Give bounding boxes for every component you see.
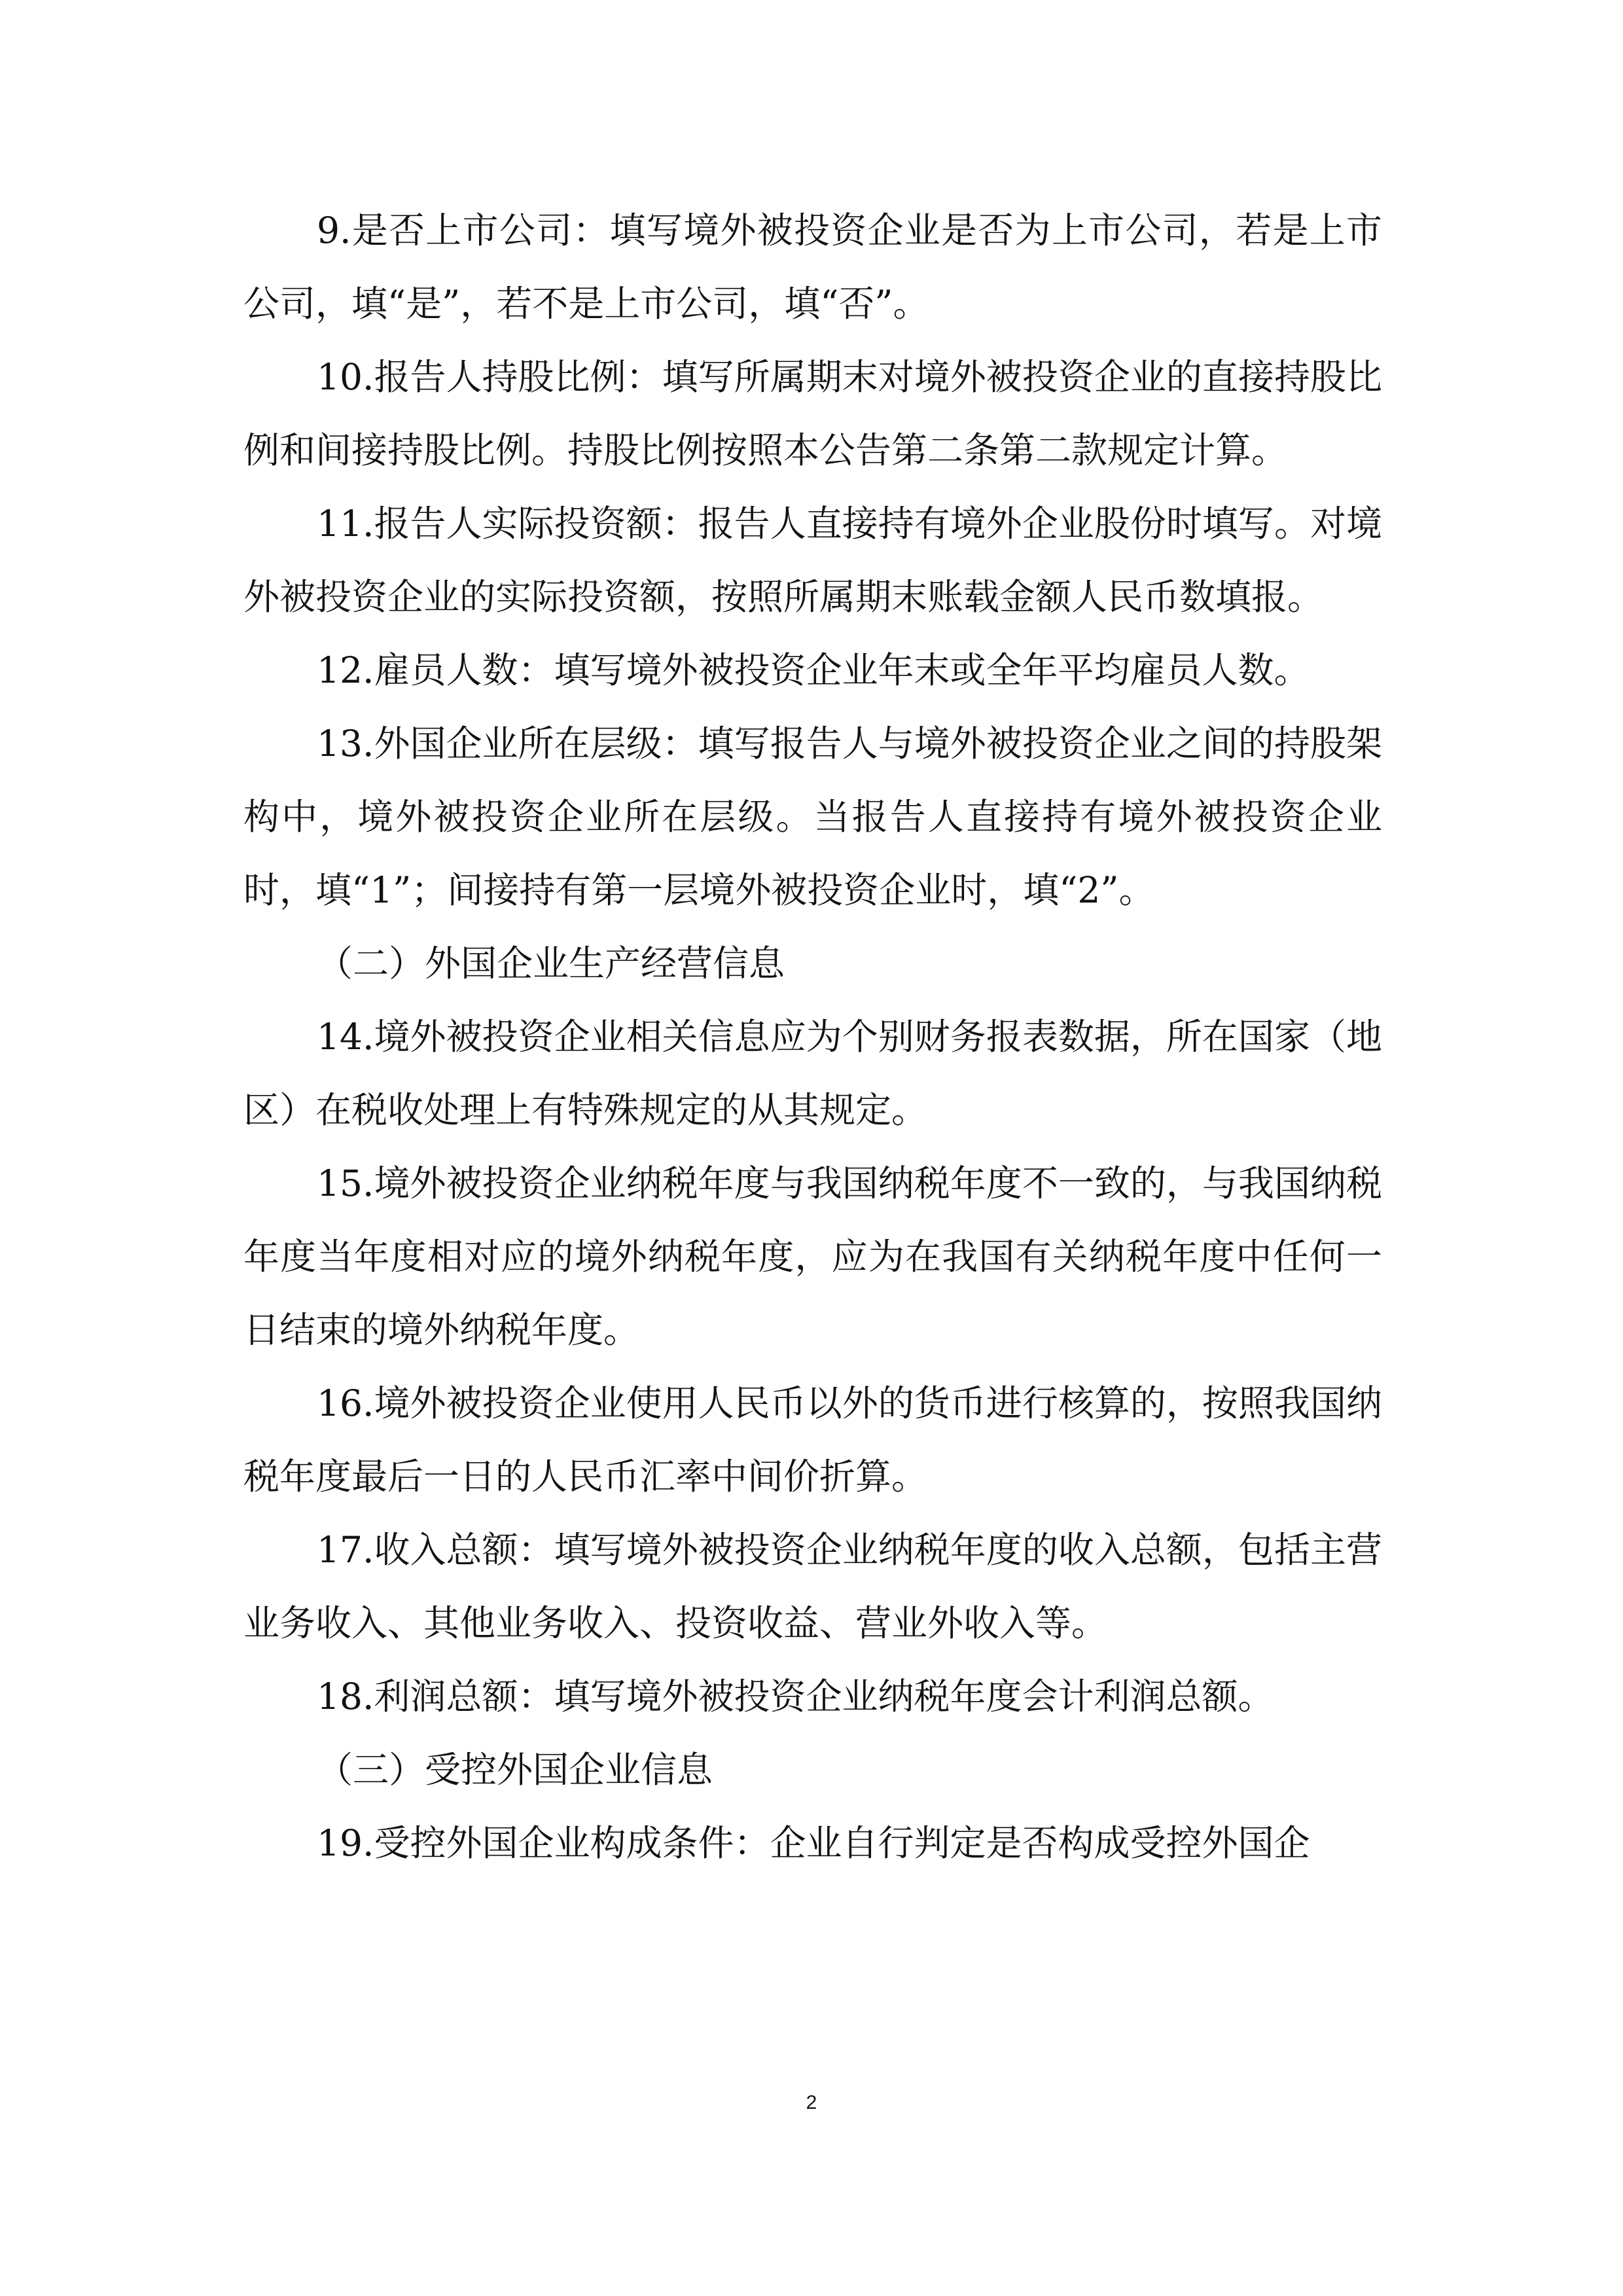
paragraph-item-18: 18.利润总额：填写境外被投资企业纳税年度会计利润总额。 [317, 1676, 1274, 1717]
paragraph-item-10: 10.报告人持股比例：填写所属期末对境外被投资企业的直接持股比例和间接持股比例。持股比例按照本公告第二条第二款规定计算。 [243, 356, 1382, 471]
paragraph-item-17: 17.收入总额：填写境外被投资企业纳税年度的收入总额，包括主营业务收入、其他业务收入、投资收益、营业外收入等。 [243, 1529, 1382, 1644]
paragraph-item-13: 13.外国企业所在层级：填写报告人与境外被投资企业之间的持股架构中，境外被投资企业所在层级。当报告人直接持有境外被投资企业时，填“1”；间接持有第一层境外被投资企业时，填“2”。 [243, 723, 1382, 911]
paragraph-item-15: 15.境外被投资企业纳税年度与我国纳税年度不一致的，与我国纳税年度当年度相对应的境外纳税年度，应为在我国有关纳税年度中任何一日结束的境外纳税年度。 [243, 1162, 1382, 1351]
paragraph-item-16: 16.境外被投资企业使用人民币以外的货币进行核算的，按照我国纳税年度最后一日的人民币汇率中间价折算。 [243, 1382, 1382, 1498]
paragraph-item-11: 11.报告人实际投资额：报告人直接持有境外企业股份时填写。对境外被投资企业的实际投资额，按照所属期末账载金额人民币数填报。 [243, 503, 1382, 618]
paragraph-item-9: 9.是否上市公司：填写境外被投资企业是否为上市公司，若是上市公司，填“是”，若不是上市公司，填“否”。 [243, 209, 1382, 325]
section-heading-2: （二）外国企业生产经营信息 [317, 942, 785, 984]
section-heading-3: （三）受控外国企业信息 [317, 1749, 713, 1791]
paragraph-item-14: 14.境外被投资企业相关信息应为个别财务报表数据，所在国家（地区）在税收处理上有特殊规定的从其规定。 [243, 1016, 1382, 1131]
page-number: 2 [806, 2092, 817, 2113]
paragraph-item-12: 12.雇员人数：填写境外被投资企业年末或全年平均雇员人数。 [317, 649, 1310, 691]
document-body [243, 194, 1382, 1880]
paragraph-item-19: 19.受控外国企业构成条件：企业自行判定是否构成受控外国企 [317, 1822, 1310, 1864]
